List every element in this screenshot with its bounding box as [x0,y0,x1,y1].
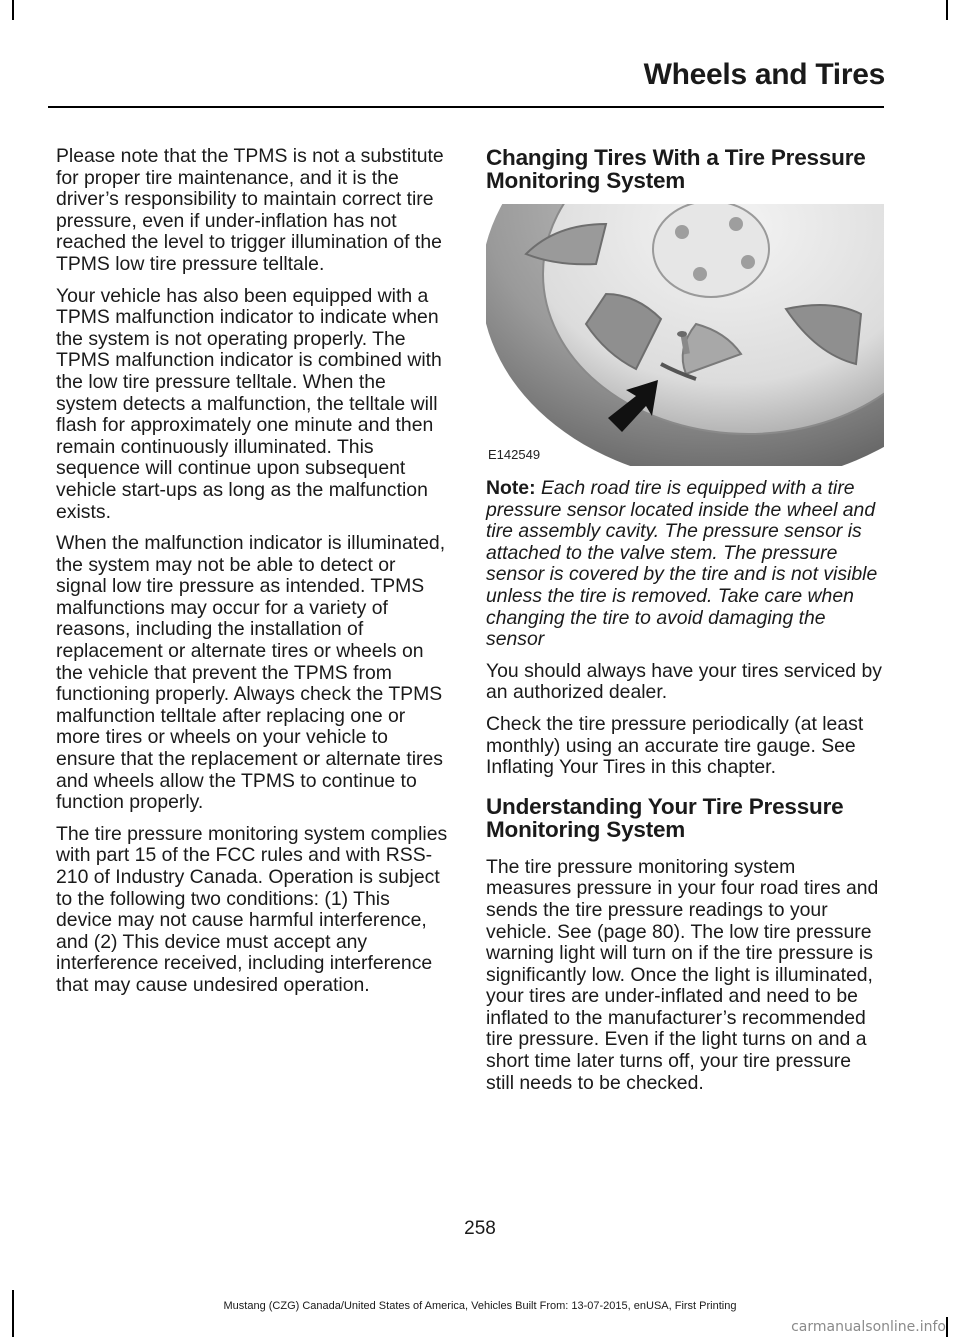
section-heading: Changing Tires With a Tire Pressure Monitoring System [486,145,866,193]
note-text: Each road tire is equipped with a tire pressure sensor located inside the wheel and tire assembly cavity. The pressure sensor is attached to the valve stem. The pressure sensor is covered by the tire and is not visible unless the tire is removed. Take care when changing the tire to avoid damaging the sensor [486,477,878,651]
watermark: carmanualsonline.info [791,1319,946,1335]
paragraph: The tire pressure monitoring system measures pressure in your four road tires and sends the tire pressure readings to your vehicle. See (page 80). The low tire pressure warning light will turn on if the tire pressure is significantly low. Once the light is illuminated, your tires are under-inflated and need to be inflated to the manufacturer’s recommended tire pressure. Even if the light turns on and a short time later turns off, your tire pressure still needs to be checked. [486,855,879,1094]
paragraph: You should always have your tires serviced by an authorized dealer. [486,659,882,704]
note-paragraph [486,478,884,651]
figure-code: E142549 [488,447,541,462]
tire-valve-illustration [486,204,884,466]
right-column [486,146,884,1104]
crop-mark-bottom-left [12,1290,14,1337]
page-number: 258 [464,1218,496,1239]
paragraph: When the malfunction indicator is illuminated, the system may not be able to detect or signal low tire pressure as intended. TPMS malfunctions may occur for a variety of reasons, including the installation of replacement or alternate tires or wheels on the vehicle that prevent the TPMS from functioning properly. Always check the TPMS malfunction telltale after replacing one or more tires or wheels on your vehicle to ensure that the replacement or alternate tires and wheels allow the TPMS to continue to function properly. [56,532,446,814]
page-title: Wheels and Tires [643,58,885,91]
note-label: Note: [486,477,536,499]
section-heading: Understanding Your Tire Pressure Monitoring System [486,793,844,842]
left-column [56,146,448,1007]
paragraph: Check the tire pressure periodically (at least monthly) using an accurate tire gauge. See Inflating Your Tires in this chapter. [486,712,864,779]
crop-mark-bottom-right [946,1317,948,1337]
header-rule [48,106,884,108]
crop-mark-top-right [946,0,948,20]
paragraph: Your vehicle has also been equipped with a TPMS malfunction indicator to indicate when the system is not operating properly. The TPMS malfunction indicator is combined with the low tire pressure telltale. When the system detects a malfunction, the telltale will flash for approximately one minute and then remain continuously illuminated. This sequence will continue upon subsequent vehicle start-ups as long as the malfunction exists. [56,284,442,523]
wheel-illustration [486,204,884,466]
paragraph: The tire pressure monitoring system complies with part 15 of the FCC rules and with RSS-210 of Industry Canada. Operation is subject to the following two conditions: (1) This device may not cause harmful interference, and (2) This device must accept any interference received, including interference that may cause undesired operation. [56,822,448,996]
crop-mark-top-left [12,0,14,20]
footer: Mustang (CZG) Canada/United States of America, Vehicles Built From: 13-07-2015, enUSA, First Printing [223,1300,737,1312]
paragraph: Please note that the TPMS is not a substitute for proper tire maintenance, and it is the driver’s responsibility to maintain correct tire pressure, even if under-inflation has not reached the level to trigger illumination of the TPMS low tire pressure telltale. [56,145,444,275]
